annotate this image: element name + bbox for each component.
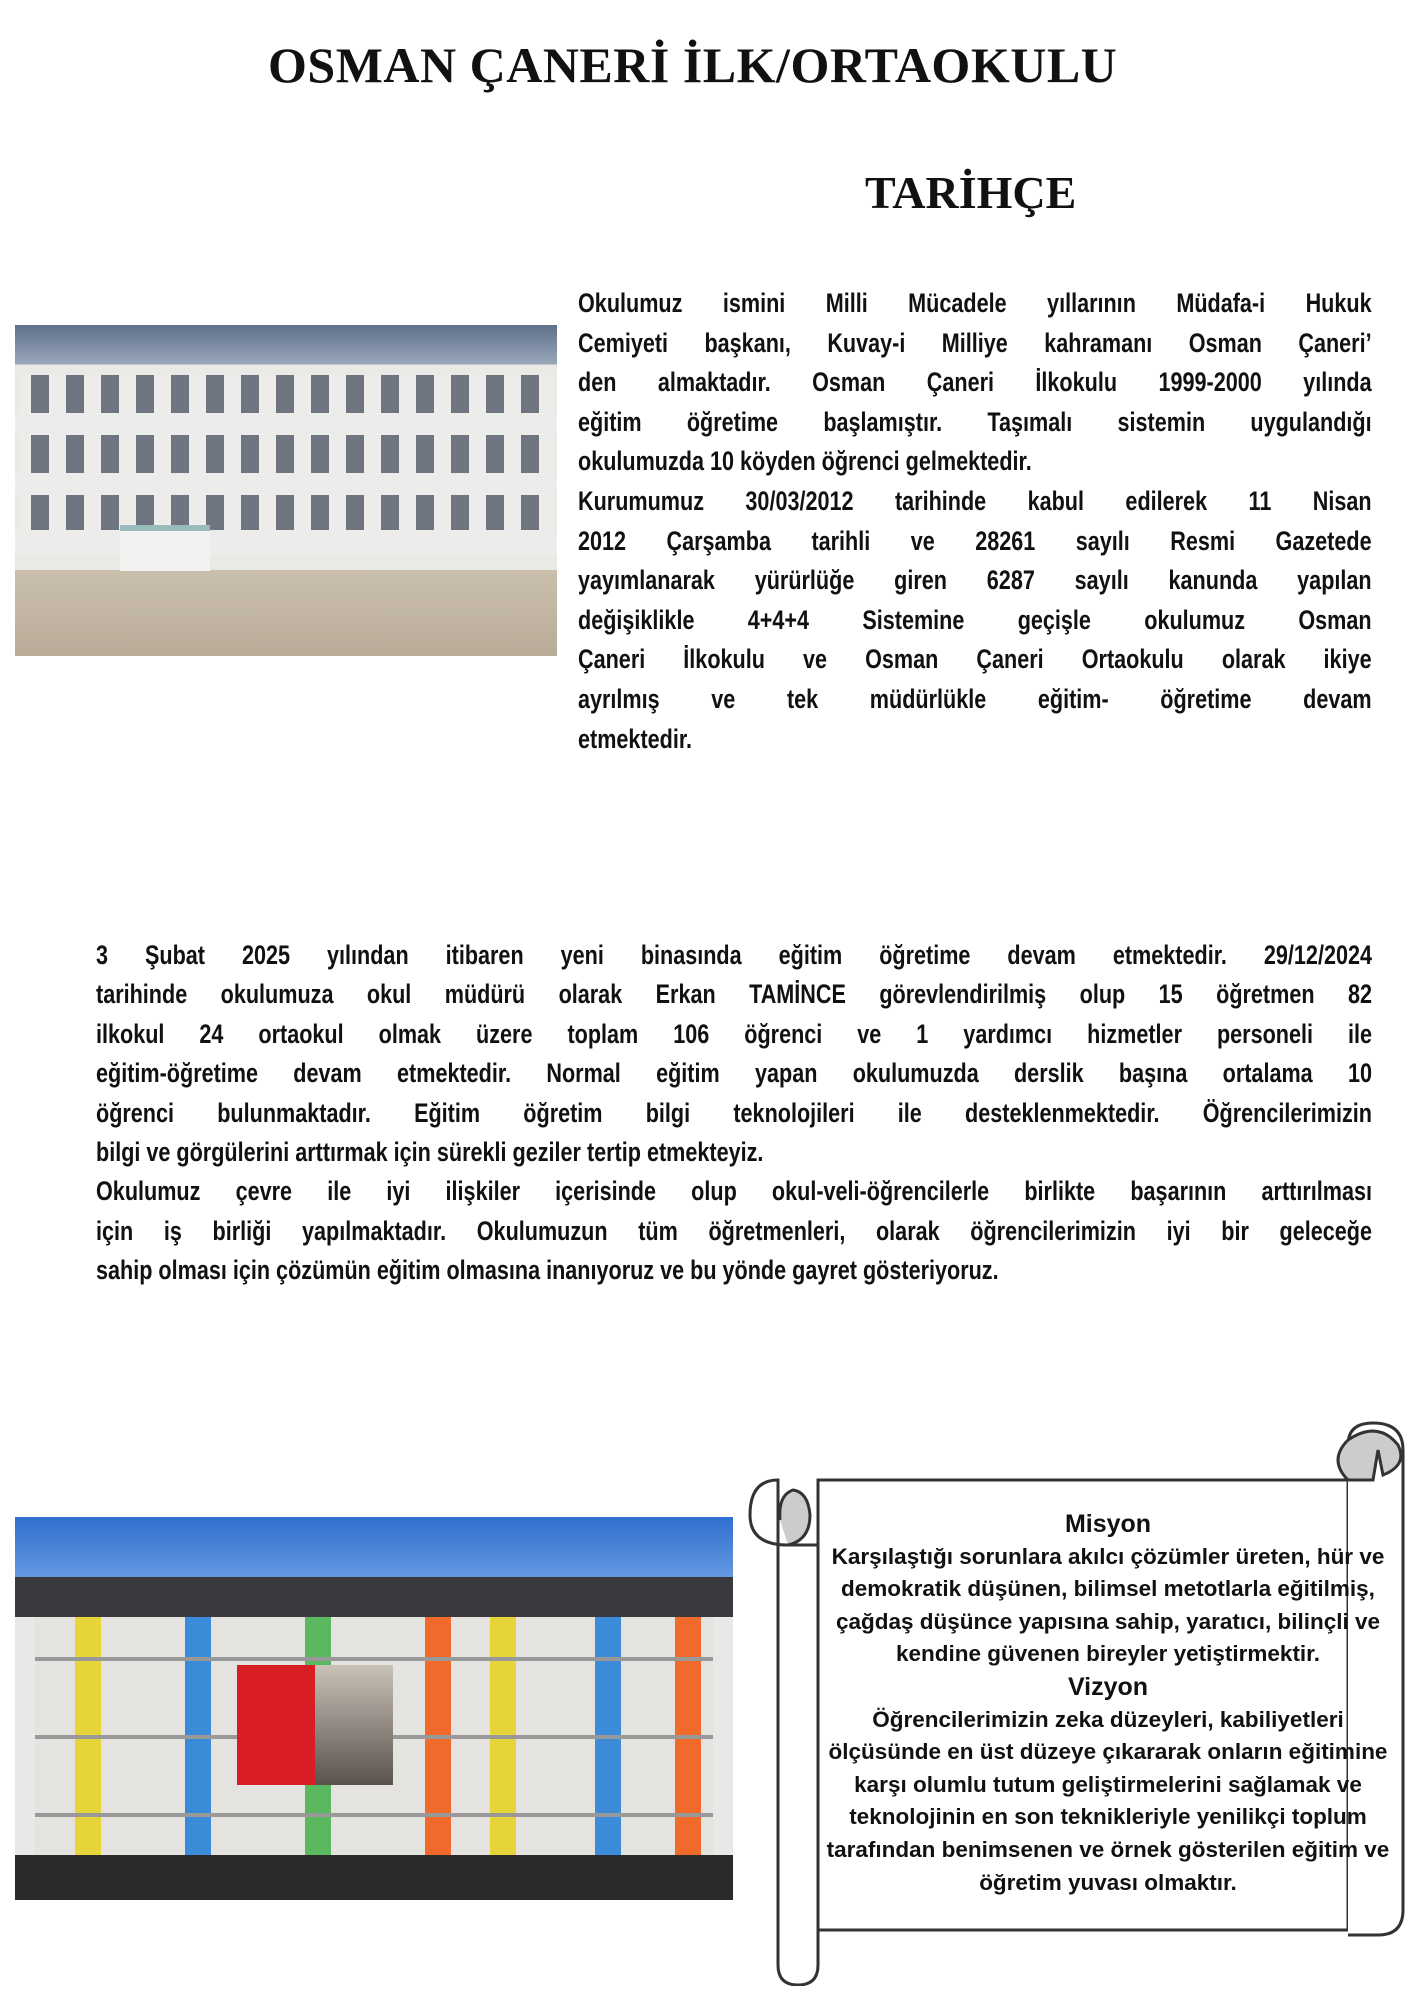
text-line: tarafından benimsenen ve örnek gösterilen eğitim ve — [826, 1836, 1390, 1862]
text-line: eğitim-öğretime devam etmektedir. Normal eğitim yapan okulumuzda derslik başına ortalama 10 — [96, 1058, 1372, 1089]
mission-heading: Misyon — [1064, 1510, 1152, 1538]
text-line: Çaneri İlkokulu ve Osman Çaneri Ortaokulu olarak ikiye — [578, 644, 1372, 675]
text-line: etmektedir. — [578, 723, 693, 754]
history-paragraph-2 — [96, 936, 1372, 1291]
text-line: bilgi ve görgülerini arttırmak için sürekli geziler tertip etmekteyiz. — [96, 1137, 764, 1168]
turkish-flag — [237, 1665, 315, 1785]
vision-text — [822, 1704, 1394, 1900]
text-line: Öğrencilerimizin zeka düzeyleri, kabiliyetleri — [872, 1706, 1344, 1732]
text-line: kendine güvenen bireyler yetiştirmektir. — [896, 1641, 1320, 1667]
text-line: Okulumuz çevre ile iyi ilişkiler içerisinde olup okul-veli-öğrencilerle birlikte başarının arttırılması — [96, 1176, 1372, 1207]
text-line: ilkokul 24 ortaokul olmak üzere toplam 106 öğrenci ve 1 yardımcı hizmetler personeli ile — [96, 1018, 1372, 1049]
text-line: ayrılmış ve tek müdürlükle eğitim- öğretime devam — [578, 683, 1372, 714]
text-line: karşı olumlu tutum geliştirmelerini sağlamak ve — [854, 1771, 1362, 1797]
text-line: den almaktadır. Osman Çaneri İlkokulu 1999-2000 yılında — [578, 367, 1372, 398]
mission-vision-scroll — [822, 1508, 1394, 1899]
text-line: Okulumuz ismini Milli Mücadele yıllarının Müdafa-i Hukuk — [578, 288, 1372, 318]
page-title: OSMAN ÇANERİ İLK/ORTAOKULU — [268, 37, 1118, 93]
ataturk-portrait — [315, 1665, 393, 1785]
text-line: öğrenci bulunmaktadır. Eğitim öğretim bilgi teknolojileri ile desteklenmektedir. Öğrencilerimizin — [96, 1097, 1372, 1128]
text-line: teknolojinin en son teknikleriyle yenilikçi toplum — [849, 1804, 1367, 1830]
mission-text — [822, 1541, 1394, 1671]
vision-heading: Vizyon — [1067, 1672, 1149, 1701]
text-line: çağdaş düşünce yapısına sahip, yaratıcı, bilinçli ve — [836, 1608, 1380, 1634]
text-line: öğretim yuvası olmaktır. — [979, 1869, 1237, 1895]
text-line: değişiklikle 4+4+4 Sistemine geçişle okulumuz Osman — [578, 604, 1372, 635]
text-line: Cemiyeti başkanı, Kuvay-i Milliye kahramanı Osman Çaneri’ — [578, 327, 1372, 358]
text-line: eğitim öğretime başlamıştır. Taşımalı sistemin uygulandığı — [578, 406, 1372, 437]
text-line: 3 Şubat 2025 yılından itibaren yeni binasında eğitim öğretime devam etmektedir. 29/12/2024 — [96, 940, 1372, 970]
text-line: Karşılaştığı sorunlara akılcı çözümler üreten, hür ve — [831, 1543, 1385, 1569]
new-school-building-photo — [15, 1517, 733, 1900]
history-paragraph-1 — [578, 284, 1372, 759]
text-line: demokratik düşünen, bilimsel metotlarla eğitilmiş, — [841, 1576, 1375, 1602]
text-line: 2012 Çarşamba tarihli ve 28261 sayılı Resmi Gazetede — [578, 525, 1372, 556]
text-line: ölçüsünde en üst düzeye çıkararak onların eğitimine — [828, 1739, 1388, 1765]
text-line: tarihinde okulumuza okul müdürü olarak Erkan TAMİNCE görevlendirilmiş olup 15 öğretmen 82 — [96, 979, 1372, 1010]
text-line: yayımlanarak yürürlüğe giren 6287 sayılı kanunda yapılan — [578, 565, 1372, 596]
text-line: okulumuzda 10 köyden öğrenci gelmektedir. — [578, 446, 1032, 477]
section-title-history: TARİHÇE — [865, 167, 1077, 218]
text-line: sahip olması için çözümün eğitim olmasına inanıyoruz ve bu yönde gayret gösteriyoruz. — [96, 1255, 999, 1286]
text-line: Kurumumuz 30/03/2012 tarihinde kabul edilerek 11 Nisan — [578, 485, 1372, 516]
text-line: için iş birliği yapılmaktadır. Okulumuzun tüm öğretmenleri, olarak öğrencilerimizin iyi bir geleceğe — [96, 1215, 1372, 1246]
old-school-building-photo — [15, 325, 557, 656]
